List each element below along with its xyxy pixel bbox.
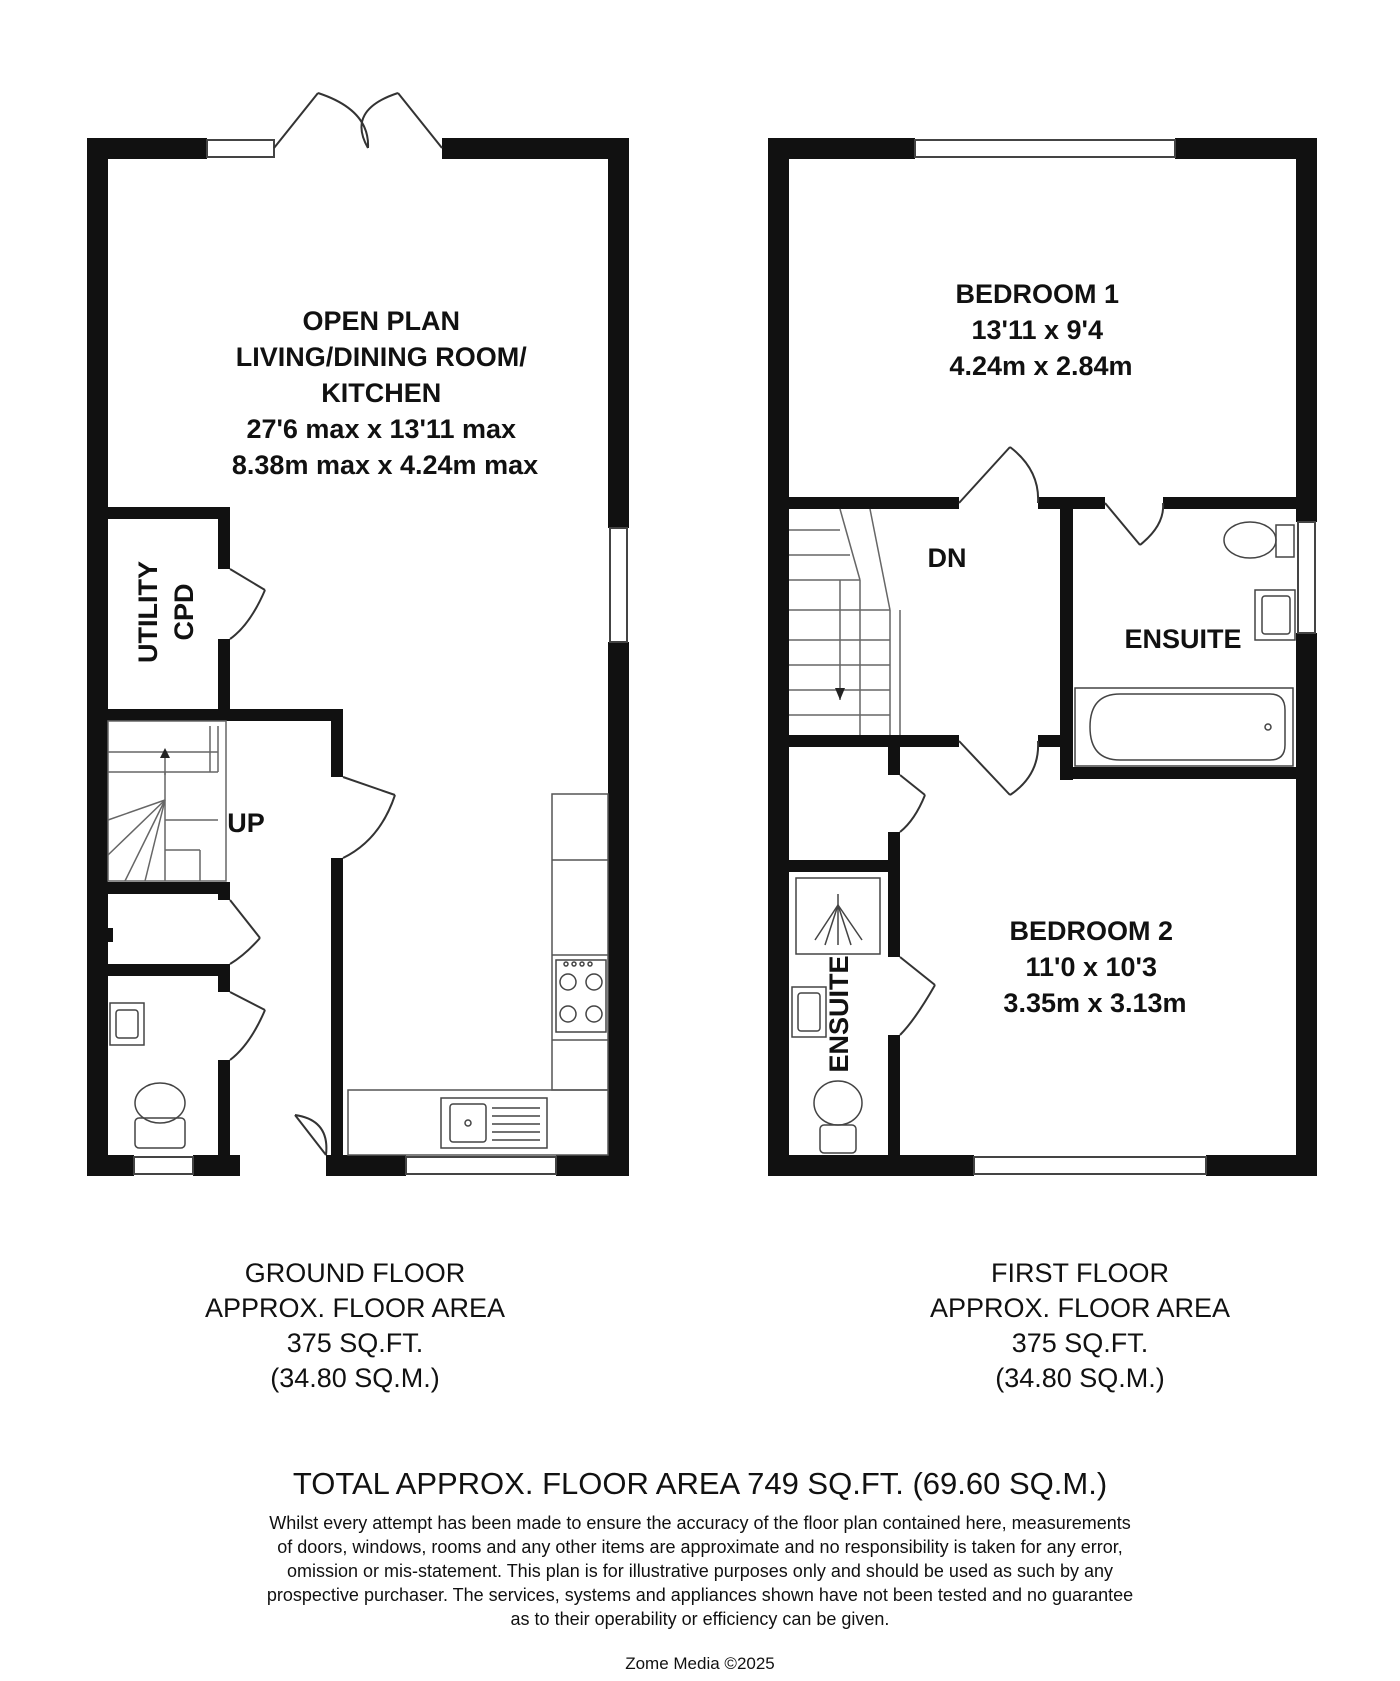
- ground-floor-staircase: [108, 721, 226, 881]
- ground-floor-doors: [230, 569, 395, 1155]
- stairs-down-label: DN: [927, 543, 967, 573]
- disclaimer-line: omission or mis-statement. This plan is for illustrative purposes only and should be used as such by any: [286, 1561, 1114, 1581]
- credit: Zome Media ©2025: [625, 1654, 775, 1673]
- ensuite-basin-icon: [1255, 590, 1295, 640]
- ground-floor-area-sqft: 375 SQ.FT.: [286, 1328, 424, 1358]
- disclaimer: [180, 1511, 1220, 1631]
- utility-label: UTILITY: [133, 561, 163, 663]
- disclaimer-line: of doors, windows, rooms and any other items are approximate and no responsibility is taken for any error,: [277, 1537, 1123, 1557]
- bath-icon: [1075, 688, 1293, 766]
- bedroom2-label: BEDROOM 2 11'0 x 10'3 3.35m x 3.13m: [1003, 916, 1187, 1018]
- first-floor-interior-walls: [789, 497, 1296, 1155]
- cloakroom-basin-icon: [110, 1003, 144, 1045]
- french-doors: [274, 93, 442, 148]
- ensuite-toilet-icon: [1224, 522, 1294, 558]
- ground-floor-caption: [155, 1256, 555, 1396]
- ground-floor-title: GROUND FLOOR: [244, 1258, 466, 1288]
- cpd-label: CPD: [169, 583, 199, 641]
- disclaimer-line: as to their operability or efficiency can be given.: [510, 1609, 890, 1629]
- ensuite2-basin-icon: [792, 987, 826, 1037]
- cloakroom-toilet-icon: [135, 1083, 185, 1148]
- first-floor-area-sqm: (34.80 SQ.M.): [995, 1363, 1165, 1393]
- first-floor-staircase: [789, 509, 900, 735]
- first-floor-area-label: APPROX. FLOOR AREA: [929, 1293, 1231, 1323]
- sink-icon: [441, 1098, 547, 1148]
- ensuite1-label: ENSUITE: [1124, 624, 1242, 654]
- stairs-up-label: UP: [227, 808, 265, 838]
- disclaimer-line: Whilst every attempt has been made to ensure the accuracy of the floor plan contained here, measurements: [269, 1513, 1131, 1533]
- ground-floor-area-sqm: (34.80 SQ.M.): [270, 1363, 440, 1393]
- disclaimer-line: prospective purchaser. The services, systems and appliances shown have not been tested and no guarantee: [266, 1585, 1134, 1605]
- ensuite2-label: ENSUITE: [824, 955, 854, 1073]
- first-floor-caption: [880, 1256, 1280, 1396]
- first-floor-area-sqft: 375 SQ.FT.: [1011, 1328, 1149, 1358]
- bedroom1-label: BEDROOM 1 13'11 x 9'4 4.24m x 2.84m: [949, 279, 1133, 381]
- total-floor-area: TOTAL APPROX. FLOOR AREA 749 SQ.FT. (69.60 SQ.M.): [292, 1466, 1108, 1501]
- ground-floor-outer-walls: [87, 138, 629, 1176]
- ground-floor-area-label: APPROX. FLOOR AREA: [204, 1293, 506, 1323]
- shower-icon: [796, 878, 880, 954]
- open-plan-label: OPEN PLAN LIVING/DINING ROOM/ KITCHEN 27'6 max x 13'11 max 8.38m max x 4.24m max: [231, 306, 539, 480]
- hob-icon: [556, 960, 606, 1032]
- first-floor-title: FIRST FLOOR: [990, 1258, 1170, 1288]
- ground-floor-windows: [134, 140, 627, 1174]
- ensuite2-toilet-icon: [814, 1081, 862, 1153]
